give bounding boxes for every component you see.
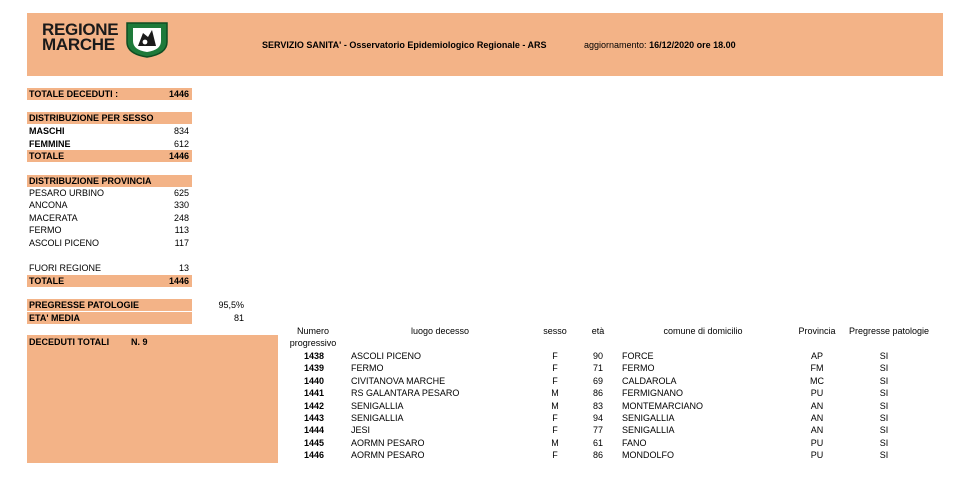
col-header-provincia: Provincia (798, 326, 836, 336)
update-info (584, 40, 736, 50)
cell-sesso: F (552, 351, 558, 361)
provincia-title-row (27, 175, 192, 187)
deceduti-totali-count: N. 9 (131, 337, 148, 347)
cell-sesso: F (552, 425, 558, 436)
fuori-regione-label: FUORI REGIONE (29, 263, 102, 273)
col-header-eta: età (591, 326, 605, 336)
cell-pregresse: SI (879, 351, 889, 361)
cell-luogo: JESI (351, 425, 371, 436)
cell-numero: 1440 (303, 375, 324, 386)
sesso-label: MASCHI (29, 126, 65, 136)
col-header-pregresse: Pregresse patologie (848, 326, 930, 336)
regione-marche-logo (42, 22, 172, 62)
cell-comune: SENIGALLIA (622, 413, 675, 423)
sesso-label: FEMMINE (29, 139, 71, 149)
provincia-label: PESARO URBINO (29, 188, 105, 198)
cell-provincia: AN (810, 400, 824, 411)
sesso-value: 612 (173, 139, 189, 149)
cell-luogo: SENIGALLIA (351, 413, 404, 423)
update-label: aggiornamento: (584, 40, 647, 50)
pregresse-label: PREGRESSE PATOLOGIE (29, 300, 140, 310)
cell-numero: 1438 (303, 351, 324, 361)
provincia-value: 625 (173, 188, 189, 198)
col-header-luogo: luogo decesso (410, 326, 470, 336)
sesso-row (27, 138, 192, 150)
provincia-total-label: TOTALE (29, 276, 65, 286)
sesso-title: DISTRIBUZIONE PER SESSO (29, 113, 154, 123)
cell-sesso: M (551, 388, 559, 399)
cell-pregresse: SI (879, 400, 889, 411)
cell-numero: 1442 (303, 400, 324, 411)
cell-luogo: RS GALANTARA PESARO (351, 388, 460, 399)
cell-eta: 86 (592, 450, 603, 461)
sesso-total-value: 1446 (168, 151, 189, 161)
eta-media-label: ETA' MEDIA (29, 313, 80, 323)
provincia-row (27, 224, 192, 236)
pregresse-row (27, 299, 192, 311)
cell-sesso: M (551, 437, 559, 448)
cell-eta: 77 (592, 425, 603, 436)
col-header-numero: Numero (296, 326, 329, 336)
cell-eta: 61 (592, 437, 603, 448)
fuori-regione-value: 13 (178, 263, 189, 273)
cell-pregresse: SI (879, 413, 889, 423)
cell-numero: 1446 (303, 450, 324, 461)
provincia-total-value: 1446 (168, 276, 189, 286)
cell-provincia: PU (810, 437, 824, 448)
cell-luogo: FERMO (351, 363, 384, 374)
eta-media-value: 81 (233, 313, 244, 323)
cell-provincia: PU (810, 388, 824, 399)
cell-luogo: SENIGALLIA (351, 400, 404, 411)
provincia-label: ANCONA (29, 200, 68, 210)
cell-luogo: ASCOLI PICENO (351, 351, 422, 361)
cell-numero: 1444 (303, 425, 324, 436)
provincia-total-row (27, 275, 192, 287)
deceduti-totali-label: DECEDUTI TOTALI (29, 337, 110, 347)
provincia-label: MACERATA (29, 213, 78, 223)
regional-emblem-icon (125, 22, 169, 58)
totale-deceduti-row (27, 88, 192, 100)
provincia-value: 330 (173, 200, 189, 210)
cell-eta: 83 (592, 400, 603, 411)
cell-provincia: PU (810, 450, 824, 461)
sesso-value: 834 (173, 126, 189, 136)
cell-pregresse: SI (879, 425, 889, 436)
cell-eta: 86 (592, 388, 603, 399)
provincia-row (27, 199, 192, 211)
cell-sesso: F (552, 413, 558, 423)
cell-comune: SENIGALLIA (622, 425, 675, 436)
cell-provincia: AN (810, 425, 824, 436)
provincia-row (27, 187, 192, 199)
cell-sesso: F (552, 363, 558, 374)
cell-sesso: F (552, 450, 558, 461)
sesso-title-row (27, 112, 192, 124)
cell-sesso: F (552, 375, 558, 386)
cell-eta: 94 (592, 413, 603, 423)
pregresse-value: 95,5% (218, 300, 244, 310)
cell-sesso: M (551, 400, 559, 411)
cell-pregresse: SI (879, 437, 889, 448)
cell-pregresse: SI (879, 450, 889, 461)
provincia-row (27, 212, 192, 224)
logo-text-line1: REGIONE (42, 20, 119, 39)
provincia-label: ASCOLI PICENO (29, 238, 100, 248)
provincia-value: 117 (174, 238, 189, 248)
fuori-regione-row (27, 262, 192, 274)
col-header-progressivo: progressivo (289, 338, 337, 348)
totale-deceduti-value: 1446 (168, 89, 189, 99)
deceduti-totali-block (27, 335, 278, 463)
cell-provincia: AN (810, 413, 824, 423)
cell-pregresse: SI (879, 375, 889, 386)
update-value: 16/12/2020 ore 18.00 (649, 40, 736, 50)
cell-pregresse: SI (879, 363, 889, 374)
cell-eta: 71 (592, 363, 603, 374)
cell-eta: 69 (592, 375, 603, 386)
provincia-title: DISTRIBUZIONE PROVINCIA (29, 176, 152, 186)
sesso-total-label: TOTALE (29, 151, 65, 161)
header-title: SERVIZIO SANITA' - Osservatorio Epidemiologico Regionale - ARS (262, 40, 547, 50)
cell-comune: FANO (622, 437, 647, 448)
col-header-comune: comune di domicilio (663, 326, 743, 336)
cell-luogo: CIVITANOVA MARCHE (351, 375, 446, 386)
sesso-total-row (27, 150, 192, 162)
cell-comune: MONTEMARCIANO (622, 400, 703, 411)
cell-provincia: FM (810, 363, 824, 374)
cell-comune: FERMO (622, 363, 655, 374)
totale-deceduti-label: TOTALE DECEDUTI : (29, 89, 119, 99)
logo-text-line2: MARCHE (42, 35, 115, 54)
cell-pregresse: SI (879, 388, 889, 399)
cell-eta: 90 (592, 351, 603, 361)
cell-luogo: AORMN PESARO (351, 450, 425, 461)
cell-comune: FERMIGNANO (622, 388, 684, 399)
eta-media-row (27, 312, 192, 324)
cell-comune: FORCE (622, 351, 654, 361)
col-header-sesso: sesso (543, 326, 567, 336)
cell-numero: 1441 (303, 388, 324, 399)
provincia-row (27, 237, 192, 249)
cell-luogo: AORMN PESARO (351, 437, 425, 448)
cell-provincia: AP (810, 351, 823, 361)
provincia-label: FERMO (29, 225, 62, 235)
cell-provincia: MC (810, 375, 824, 386)
cell-numero: 1439 (303, 363, 324, 374)
provincia-value: 113 (174, 225, 189, 235)
cell-numero: 1445 (303, 437, 324, 448)
cell-comune: MONDOLFO (622, 450, 675, 461)
sesso-row (27, 125, 192, 137)
cell-comune: CALDAROLA (622, 375, 677, 386)
cell-numero: 1443 (303, 413, 324, 423)
provincia-value: 248 (173, 213, 189, 223)
